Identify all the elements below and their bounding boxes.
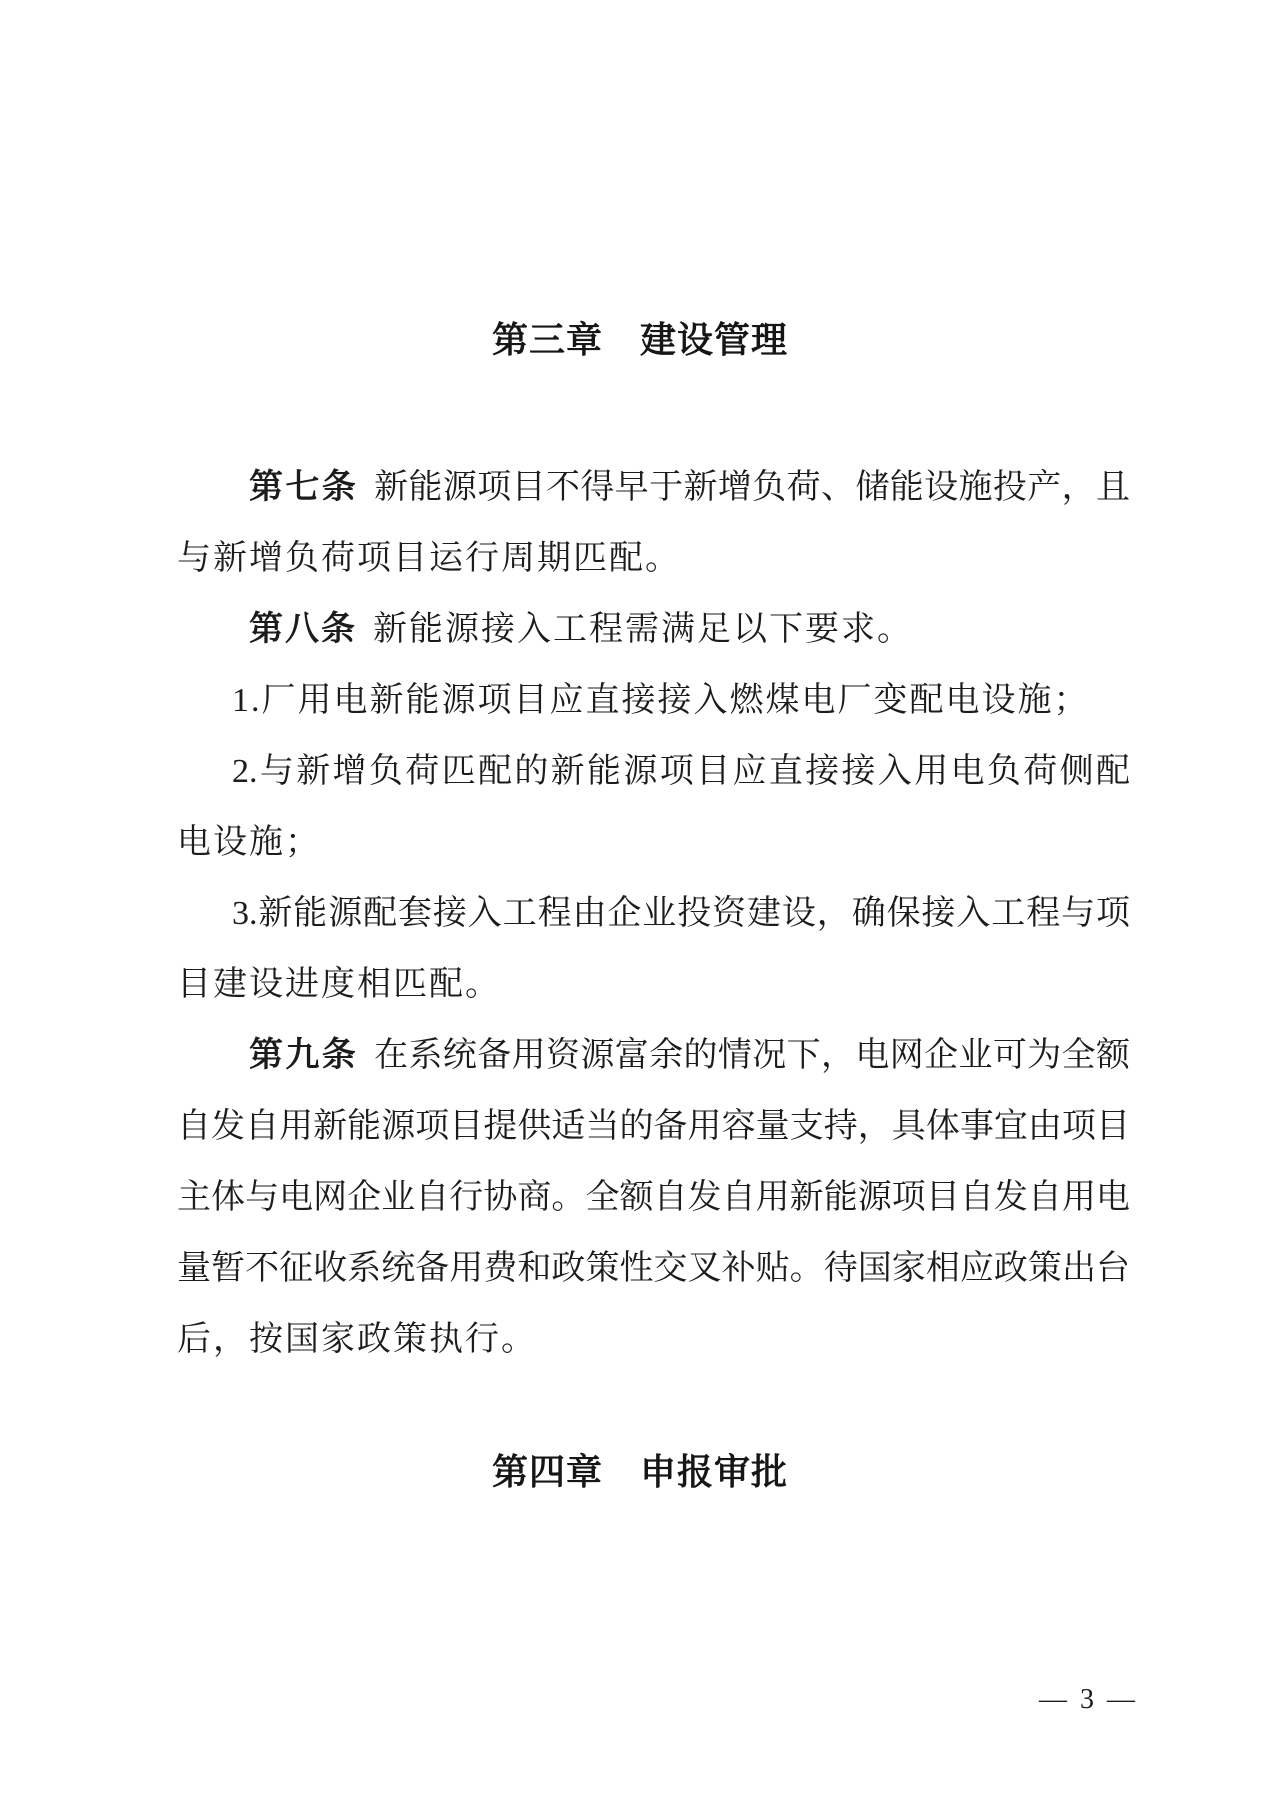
body-line <box>177 1304 1130 1375</box>
body-line <box>177 1091 1130 1162</box>
chapter-4-heading: 第四章 申报审批 <box>491 1451 788 1492</box>
body-line-text: 新能源项目不得早于新增负荷、储能设施投产，且 <box>374 469 1130 506</box>
body-line <box>177 452 1130 523</box>
body-line-text: 量暂不征收系统备用费和政策性交叉补贴。待国家相应政策出台 <box>177 1250 1130 1287</box>
body-line-text: 2.与新增负荷匹配的新能源项目应直接接入用电负荷侧配 <box>232 753 1130 790</box>
body-line-text: 自发自用新能源项目提供适当的备用容量支持，具体事宜由项目 <box>177 1108 1130 1145</box>
body-line <box>177 949 1130 1020</box>
body-line-text: 主体与电网企业自行协商。全额自发自用新能源项目自发自用电 <box>177 1179 1130 1216</box>
body-line-text: 1.厂用电新能源项目应直接接入燃煤电厂变配电设施； <box>232 682 1090 719</box>
article-9-term: 第九条 <box>249 1036 359 1074</box>
article-8-term: 第八条 <box>249 610 357 648</box>
body-line <box>177 665 1130 736</box>
body-line <box>177 807 1130 878</box>
body-line <box>177 736 1130 807</box>
body-text <box>177 452 1130 1375</box>
body-line <box>177 1020 1130 1091</box>
body-line-text: 目建设进度相匹配。 <box>177 966 501 1003</box>
chapter-3-heading: 第三章 建设管理 <box>491 319 788 360</box>
body-line-text: 与新增负荷项目运行周期匹配。 <box>177 540 681 577</box>
body-line-text: 新能源接入工程需满足以下要求。 <box>373 611 913 648</box>
body-line-text: 电设施； <box>177 824 321 861</box>
body-line-text: 在系统备用资源富余的情况下，电网企业可为全额 <box>374 1037 1130 1074</box>
page-number: — 3 — <box>1039 1684 1138 1715</box>
article-7-term: 第七条 <box>249 468 359 506</box>
body-line-text: 3.新能源配套接入工程由企业投资建设，确保接入工程与项 <box>232 895 1130 932</box>
body-line <box>177 1233 1130 1304</box>
body-line-text: 后，按国家政策执行。 <box>177 1321 537 1358</box>
body-line <box>177 878 1130 949</box>
body-line <box>177 523 1130 594</box>
body-line <box>177 1162 1130 1233</box>
body-line <box>177 594 1130 665</box>
